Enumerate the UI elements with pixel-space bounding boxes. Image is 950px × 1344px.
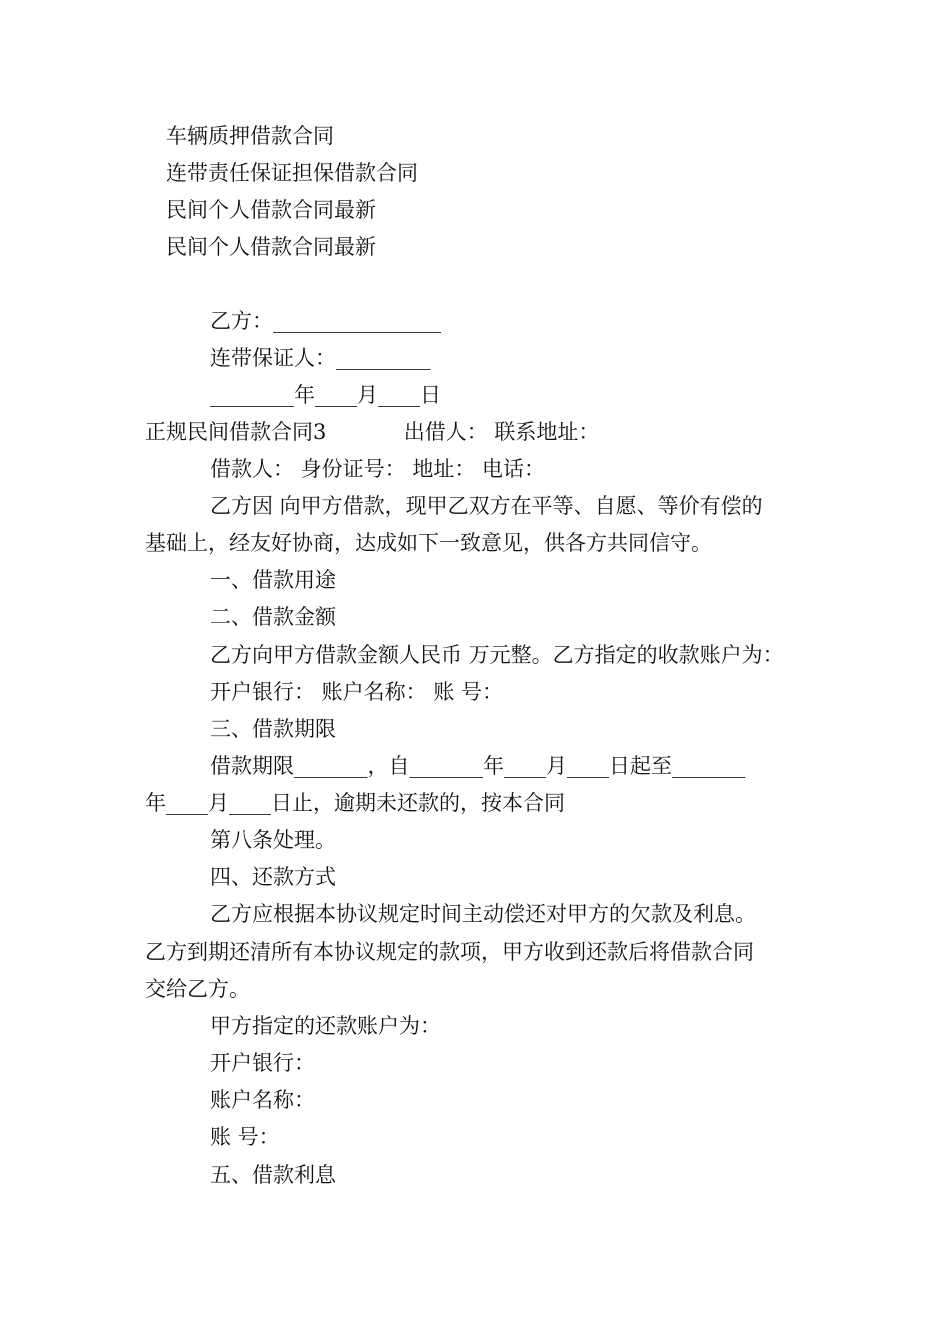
related-link[interactable]: 连带责任保证担保借款合同: [166, 161, 418, 185]
term-clause-line: 年____月____日止，逾期未还款的，按本合同: [145, 791, 565, 815]
intro-paragraph-line: 基础上，经友好协商，达成如下一致意见，供各方共同信守。: [145, 531, 712, 555]
account-name-field: 账户名称：: [210, 1088, 315, 1112]
bank-field: 开户银行：: [210, 1051, 315, 1075]
related-link[interactable]: 民间个人借款合同最新: [166, 198, 376, 222]
related-link[interactable]: 民间个人借款合同最新: [166, 235, 376, 259]
section-heading: 五、借款利息: [210, 1163, 336, 1187]
signature-date: ________年____月____日: [210, 383, 441, 407]
repayment-clause-line: 乙方应根据本协议规定时间主动偿还对甲方的欠款及利息。: [210, 902, 756, 926]
repayment-clause-line: 交给乙方。: [145, 977, 250, 1001]
term-clause-line: 第八条处理。: [210, 828, 336, 852]
guarantor-signature: 连带保证人：_________: [210, 346, 431, 370]
section-heading: 四、还款方式: [210, 865, 336, 889]
contract-header-line: [145, 417, 599, 447]
lender-info: 出借人： 联系地址：: [403, 420, 600, 444]
intro-paragraph-line: 乙方因 向甲方借款，现甲乙双方在平等、自愿、等价有偿的: [210, 494, 763, 518]
contract-title: 正规民间借款合同3: [145, 420, 327, 444]
receiving-account-line: 开户银行： 账户名称： 账 号：: [210, 680, 504, 704]
repayment-clause-line: 乙方到期还清所有本协议规定的款项，甲方收到还款后将借款合同: [145, 940, 754, 964]
term-clause-line: 借款期限_______，自_______年____月____日起至_______: [210, 754, 746, 778]
related-link[interactable]: 车辆质押借款合同: [166, 124, 334, 148]
section-heading: 一、借款用途: [210, 568, 336, 592]
repayment-account-heading: 甲方指定的还款账户为：: [210, 1014, 441, 1038]
account-number-field: 账 号：: [210, 1125, 280, 1149]
borrower-info: 借款人： 身份证号： 地址： 电话：: [210, 457, 546, 481]
section-heading: 二、借款金额: [210, 605, 336, 629]
party-b-signature: 乙方：________________: [210, 309, 441, 333]
section-heading: 三、借款期限: [210, 717, 336, 741]
amount-clause: 乙方向甲方借款金额人民币 万元整。乙方指定的收款账户为：: [210, 643, 784, 667]
